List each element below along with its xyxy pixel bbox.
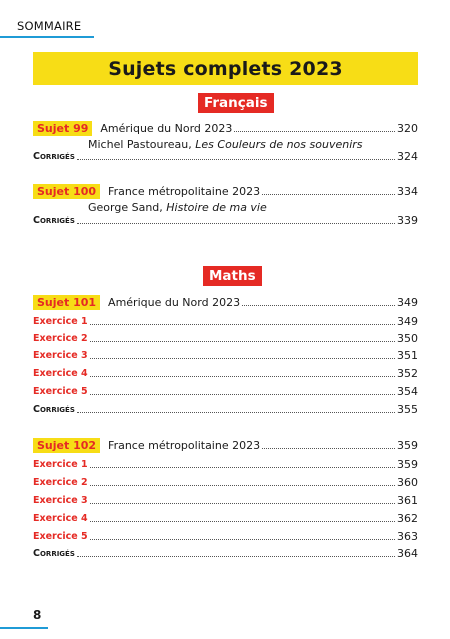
exercise-row[interactable] — [33, 458, 418, 471]
dot-leader — [77, 556, 395, 557]
subject-page: 359 — [397, 439, 418, 452]
exercise-page: 352 — [397, 367, 418, 380]
subject-badge: Sujet 101 — [33, 295, 100, 310]
subject-place: Amérique du Nord 2023 — [108, 296, 241, 309]
exercise-page: 360 — [397, 476, 418, 489]
subject-author: George Sand, — [88, 201, 167, 214]
corriges-page: 364 — [397, 547, 418, 560]
corriges-page: 324 — [397, 150, 418, 163]
dot-leader — [90, 358, 395, 359]
dot-leader — [90, 324, 395, 325]
subject-work: Histoire de ma vie — [166, 201, 267, 214]
dot-leader — [262, 448, 395, 449]
exercise-page: 362 — [397, 512, 418, 525]
exercise-page: 351 — [397, 349, 418, 362]
dot-leader — [90, 539, 395, 540]
subject-entry-99[interactable] — [33, 121, 418, 151]
exercise-row[interactable] — [33, 385, 418, 398]
subject-page: 334 — [397, 185, 418, 198]
subject-page: 320 — [397, 122, 418, 135]
subject-source — [88, 201, 418, 214]
corriges-row-102[interactable] — [33, 547, 418, 560]
exercise-row[interactable] — [33, 494, 418, 507]
corriges-label: Corrigés — [33, 151, 75, 162]
exercise-row[interactable] — [33, 476, 418, 489]
subject-badge: Sujet 102 — [33, 438, 100, 453]
exercise-page: 349 — [397, 315, 418, 328]
section-tag-maths: Maths — [203, 266, 262, 286]
dot-leader — [90, 485, 395, 486]
exercise-page: 359 — [397, 458, 418, 471]
exercise-label: Exercice 3 — [33, 495, 88, 506]
section-tag-francais: Français — [198, 93, 274, 113]
exercise-row[interactable] — [33, 315, 418, 328]
subject-badge: Sujet 100 — [33, 184, 100, 199]
exercise-label: Exercice 5 — [33, 531, 88, 542]
subject-place: Amérique du Nord 2023 — [100, 122, 233, 135]
dot-leader — [77, 159, 395, 160]
exercise-page: 361 — [397, 494, 418, 507]
exercise-label: Exercice 2 — [33, 477, 88, 488]
exercise-row[interactable] — [33, 367, 418, 380]
subject-entry-101[interactable] — [33, 295, 418, 310]
dot-leader — [77, 223, 395, 224]
dot-leader — [90, 376, 395, 377]
exercise-page: 350 — [397, 332, 418, 345]
exercise-page: 363 — [397, 530, 418, 543]
page-number: 8 — [33, 608, 42, 622]
subject-page: 349 — [397, 296, 418, 309]
exercise-row[interactable] — [33, 530, 418, 543]
exercise-label: Exercice 1 — [33, 459, 88, 470]
exercise-label: Exercice 4 — [33, 513, 88, 524]
exercise-label: Exercice 5 — [33, 386, 88, 397]
corriges-page: 339 — [397, 214, 418, 227]
exercise-label: Exercice 2 — [33, 333, 88, 344]
exercise-label: Exercice 4 — [33, 368, 88, 379]
exercise-row[interactable] — [33, 512, 418, 525]
subject-work: Les Couleurs de nos souvenirs — [195, 138, 363, 151]
exercise-row[interactable] — [33, 332, 418, 345]
subject-entry-102[interactable] — [33, 438, 418, 453]
corriges-label: Corrigés — [33, 215, 75, 226]
subject-entry-100[interactable] — [33, 184, 418, 214]
corriges-row-101[interactable] — [33, 403, 418, 416]
header-label: SOMMAIRE — [17, 19, 82, 33]
exercise-page: 354 — [397, 385, 418, 398]
title-banner — [33, 52, 418, 85]
subject-place: France métropolitaine 2023 — [108, 185, 261, 198]
dot-leader — [234, 131, 395, 132]
dot-leader — [90, 503, 395, 504]
dot-leader — [262, 194, 395, 195]
exercise-label: Exercice 1 — [33, 316, 88, 327]
footer-rule — [0, 627, 48, 629]
dot-leader — [90, 394, 395, 395]
dot-leader — [242, 305, 395, 306]
exercise-label: Exercice 3 — [33, 350, 88, 361]
corriges-label: Corrigés — [33, 404, 75, 415]
corriges-row-100[interactable] — [33, 214, 418, 227]
corriges-page: 355 — [397, 403, 418, 416]
dot-leader — [90, 341, 395, 342]
subject-badge: Sujet 99 — [33, 121, 92, 136]
subject-place: France métropolitaine 2023 — [108, 439, 261, 452]
exercise-row[interactable] — [33, 349, 418, 362]
header-rule — [0, 36, 94, 38]
dot-leader — [90, 521, 395, 522]
dot-leader — [77, 412, 395, 413]
dot-leader — [90, 467, 395, 468]
corriges-row-99[interactable] — [33, 150, 418, 163]
subject-author: Michel Pastoureau, — [88, 138, 196, 151]
page-title: Sujets complets 2023 — [108, 57, 343, 80]
corriges-label: Corrigés — [33, 548, 75, 559]
